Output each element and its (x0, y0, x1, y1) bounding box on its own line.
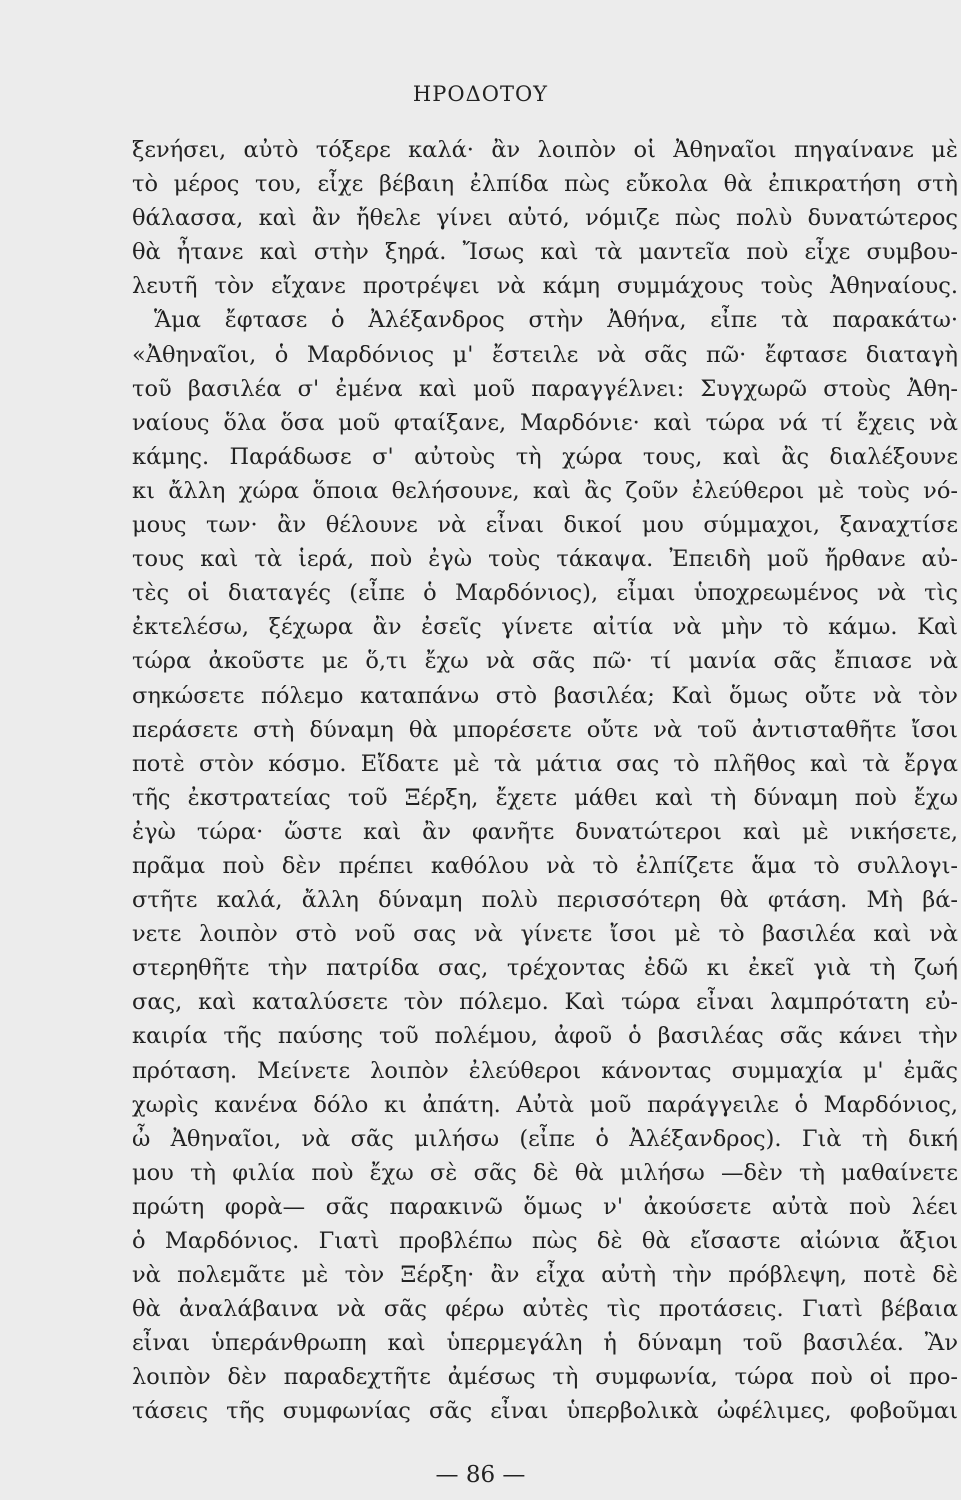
text-line: νὰ πολεμᾶτε μὲ τὸν Ξέρξη· ἂν εἶχα αὐτὴ τὴν πρόβλεψη, ποτὲ δὲ (132, 1262, 958, 1289)
text-line: λοιπὸν δὲν παραδεχτῆτε ἀμέσως τὴ συμφωνία, τώρα ποὺ οἱ προ- (132, 1364, 958, 1391)
text-line: χωρὶς κανένα δόλο κι ἀπάτη. Αὐτὰ μοῦ παράγγειλε ὁ Μαρδόνιος, (132, 1091, 958, 1118)
text-line: λευτῆ τὸν εἴχανε προτρέψει νὰ κάμη συμμάχους τοὺς Ἀθηναίους. (132, 273, 958, 300)
text-line: εἶναι ὑπεράνθρωπη καὶ ὑπερμεγάλη ἡ δύναμη τοῦ βασιλέα. Ἂν (132, 1330, 958, 1357)
text-line: ὦ Ἀθηναῖοι, νὰ σᾶς μιλήσω (εἶπε ὁ Ἀλέξανδρος). Γιὰ τὴ δική (132, 1125, 958, 1152)
page-number: — 86 — (435, 1462, 526, 1488)
text-line: στῆτε καλά, ἄλλη δύναμη πολὺ περισσότερη θὰ φτάση. Μὴ βά- (132, 887, 958, 914)
text-line: ναίους ὅλα ὅσα μοῦ φταίξανε, Μαρδόνιε· καὶ τώρα νά τί ἔχεις νὰ (132, 409, 958, 436)
text-line: νετε λοιπὸν στὸ νοῦ σας νὰ γίνετε ἴσοι μὲ τὸ βασιλέα καὶ νὰ (132, 921, 958, 948)
text-line: Ἅμα ἔφτασε ὁ Ἀλέξανδρος στὴν Ἀθήνα, εἶπε τὰ παρακάτω· (154, 307, 958, 334)
text-line: θάλασσα, καὶ ἂν ἤθελε γίνει αὐτό, νόμιζε πὼς πολὺ δυνατώτερος (132, 205, 958, 232)
text-line: μου τὴ φιλία ποὺ ἔχω σὲ σᾶς δὲ θὰ μιλήσω —δὲν τὴ μαθαίνετε (132, 1159, 958, 1186)
text-line: «Ἀθηναῖοι, ὁ Μαρδόνιος μ' ἔστειλε νὰ σᾶς πῶ· ἔφτασε διαταγὴ (132, 341, 958, 368)
text-line: μους των· ἂν θέλουνε νὰ εἶναι δικοί μου σύμμαχοι, ξαναχτίσε (132, 512, 958, 539)
text-line: τους καὶ τὰ ἱερά, ποὺ ἐγὼ τοὺς τάκαψα. Ἐπειδὴ μοῦ ἤρθανε αὐ- (132, 546, 958, 573)
text-line: τῆς ἐκστρατείας τοῦ Ξέρξη, ἔχετε μάθει καὶ τὴ δύναμη ποὺ ἔχω (132, 784, 958, 811)
text-line: τάσεις τῆς συμφωνίας σᾶς εἶναι ὑπερβολικὰ ὠφέλιμες, φοβοῦμαι (132, 1398, 958, 1425)
text-line: τοῦ βασιλέα σ' ἐμένα καὶ μοῦ παραγγέλνει: Συγχωρῶ στοὺς Ἀθη- (132, 375, 958, 402)
text-line: κάμης. Παράδωσε σ' αὐτοὺς τὴ χώρα τους, καὶ ἂς διαλέξουνε (132, 443, 958, 470)
running-title: ΗΡΟΔΟΤΟΥ (412, 82, 549, 106)
text-line: σας, καὶ καταλύσετε τὸν πόλεμο. Καὶ τώρα εἶναι λαμπρότατη εὐ- (132, 989, 958, 1016)
text-line: πρώτη φορὰ— σᾶς παρακινῶ ὅμως ν' ἀκούσετε αὐτὰ ποὺ λέει (132, 1193, 958, 1220)
text-line: περάσετε στὴ δύναμη θὰ μπορέσετε οὔτε νὰ τοῦ ἀντισταθῆτε ἴσοι (132, 716, 958, 743)
text-line: ὁ Μαρδόνιος. Γιατὶ προβλέπω πὼς δὲ θὰ εἴσαστε αἰώνια ἄξιοι (132, 1228, 958, 1254)
body-text (132, 133, 958, 1429)
text-line: ποτὲ στὸν κόσμο. Εἴδατε μὲ τὰ μάτια σας τὸ πλῆθος καὶ τὰ ἔργα (132, 750, 958, 777)
text-line: θὰ ἦτανε καὶ στὴν ξηρά. Ἴσως καὶ τὰ μαντεῖα ποὺ εἶχε συμβου- (132, 239, 958, 266)
text-line: ἐκτελέσω, ξέχωρα ἂν ἐσεῖς γίνετε αἰτία νὰ μὴν τὸ κάμω. Καὶ (132, 614, 958, 641)
text-line: στερηθῆτε τὴν πατρίδα σας, τρέχοντας ἐδῶ κι ἐκεῖ γιὰ τὴ ζωή (132, 955, 958, 982)
text-line: τώρα ἀκοῦστε με ὅ,τι ἔχω νὰ σᾶς πῶ· τί μανία σᾶς ἔπιασε νὰ (132, 648, 958, 675)
text-line: τὲς οἱ διαταγές (εἶπε ὁ Μαρδόνιος), εἶμαι ὑποχρεωμένος νὰ τὶς (132, 580, 958, 607)
text-line: ἐγὼ τώρα· ὥστε καὶ ἂν φανῆτε δυνατώτεροι καὶ μὲ νικήσετε, (132, 818, 958, 845)
text-line: θὰ ἀναλάβαινα νὰ σᾶς φέρω αὐτὲς τὶς προτάσεις. Γιατὶ βέβαια (132, 1296, 958, 1323)
text-line: πρόταση. Μείνετε λοιπὸν ἐλεύθεροι κάνοντας συμμαχία μ' ἐμᾶς (132, 1057, 958, 1084)
text-line: κι ἄλλη χώρα ὅποια θελήσουνε, καὶ ἂς ζοῦν ἐλεύθεροι μὲ τοὺς νό- (132, 477, 958, 504)
text-line: σηκώσετε πόλεμο καταπάνω στὸ βασιλέα; Καὶ ὅμως οὔτε νὰ τὸν (132, 682, 958, 709)
text-line: τὸ μέρος του, εἶχε βέβαιη ἐλπίδα πὼς εὔκολα θὰ ἐπικρατήση στὴ (132, 171, 958, 198)
text-line: καιρία τῆς παύσης τοῦ πολέμου, ἀφοῦ ὁ βασιλέας σᾶς κάνει τὴν (132, 1023, 958, 1050)
text-line: ξενήσει, αὐτὸ τόξερε καλά· ἂν λοιπὸν οἱ Ἀθηναῖοι πηγαίνανε μὲ (132, 137, 958, 163)
text-line: πρᾶμα ποὺ δὲν πρέπει καθόλου νὰ τὸ ἐλπίζετε ἅμα τὸ συλλογι- (132, 852, 958, 879)
